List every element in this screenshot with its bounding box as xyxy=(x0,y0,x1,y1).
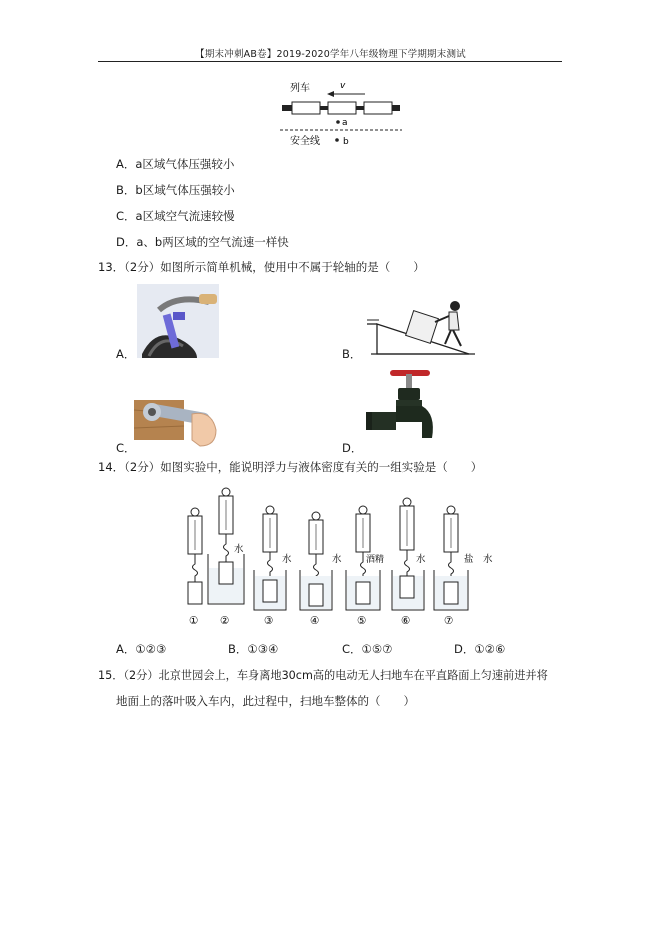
train-coupler xyxy=(320,106,328,110)
liquid-label-5: 酒精 xyxy=(366,555,385,565)
q12-option-d[interactable]: D．a、b两区域的空气流速一样快 xyxy=(116,235,289,249)
liquid-label-7: 盐 水 xyxy=(464,554,493,565)
train-coupler xyxy=(282,105,292,111)
train-coupler xyxy=(392,105,400,111)
header-divider xyxy=(98,61,562,62)
q12-option-a[interactable]: A．a区域气体压强较小 xyxy=(116,157,235,171)
q15-stem-line1: 15．（2分）北京世园会上，车身离地30cm高的电动无人扫地车在平直路面上匀速前进并将 xyxy=(98,669,548,682)
wrench-image xyxy=(134,400,218,450)
point-b-dot xyxy=(335,138,339,142)
train-car xyxy=(364,102,392,114)
spring-scale-4 xyxy=(300,512,332,610)
q14-option-c[interactable]: C．①⑤⑦ xyxy=(342,642,393,656)
experiment-number-1: ① xyxy=(189,615,199,627)
q13-label-a[interactable]: A． xyxy=(116,347,136,361)
water-faucet-image xyxy=(366,366,440,446)
q12-option-b[interactable]: B．b区域气体压强较小 xyxy=(116,183,235,197)
point-a-dot xyxy=(336,120,340,124)
spring-scale-1 xyxy=(188,508,202,604)
q14-option-d[interactable]: D．①②⑥ xyxy=(454,642,506,656)
experiment-number-3: ③ xyxy=(264,615,274,627)
q14-option-a[interactable]: A．①②③ xyxy=(116,642,167,656)
velocity-arrowhead xyxy=(327,91,334,97)
experiment-number-6: ⑥ xyxy=(401,615,411,627)
point-b-label: b xyxy=(343,137,349,147)
train-car xyxy=(292,102,320,114)
page-header: 【期末冲刺AB卷】2019-2020学年八年级物理下学期期末测试 xyxy=(195,49,466,60)
q12-option-c[interactable]: C．a区域空气流速较慢 xyxy=(116,209,235,223)
point-a-label: a xyxy=(342,118,348,128)
experiment-number-5: ⑤ xyxy=(357,615,367,627)
inclined-plane-image xyxy=(365,296,475,358)
q14-option-b[interactable]: B．①③④ xyxy=(228,642,279,656)
spring-scale-7 xyxy=(434,506,468,610)
train-coupler xyxy=(356,106,364,110)
bicycle-handlebar-image xyxy=(137,284,219,358)
liquid-label-4: 水 xyxy=(332,554,342,565)
experiment-number-2: ② xyxy=(220,615,230,627)
train-safety-line-figure xyxy=(270,78,410,150)
buoyancy-experiment-figure xyxy=(178,484,498,630)
velocity-label: v xyxy=(340,81,346,91)
q15-stem-line2: 地面上的落叶吸入车内，此过程中，扫地车整体的（ ） xyxy=(116,694,415,708)
liquid-label-6: 水 xyxy=(416,554,426,565)
q14-stem: 14．（2分）如图实验中，能说明浮力与液体密度有关的一组实验是（ ） xyxy=(98,460,483,474)
q13-label-d[interactable]: D． xyxy=(342,441,363,455)
experiment-number-4: ④ xyxy=(310,615,320,627)
liquid-label-2: 水 xyxy=(234,544,244,555)
q13-stem: 13．（2分）如图所示简单机械，使用中不属于轮轴的是（ ） xyxy=(98,260,425,274)
q13-label-c[interactable]: C． xyxy=(116,441,136,455)
liquid-label-3: 水 xyxy=(282,554,292,565)
q13-label-b[interactable]: B． xyxy=(342,347,362,361)
train-label: 列车 xyxy=(290,83,310,94)
safety-line-label: 安全线 xyxy=(290,136,320,147)
experiment-number-7: ⑦ xyxy=(444,615,454,627)
train-car xyxy=(328,102,356,114)
